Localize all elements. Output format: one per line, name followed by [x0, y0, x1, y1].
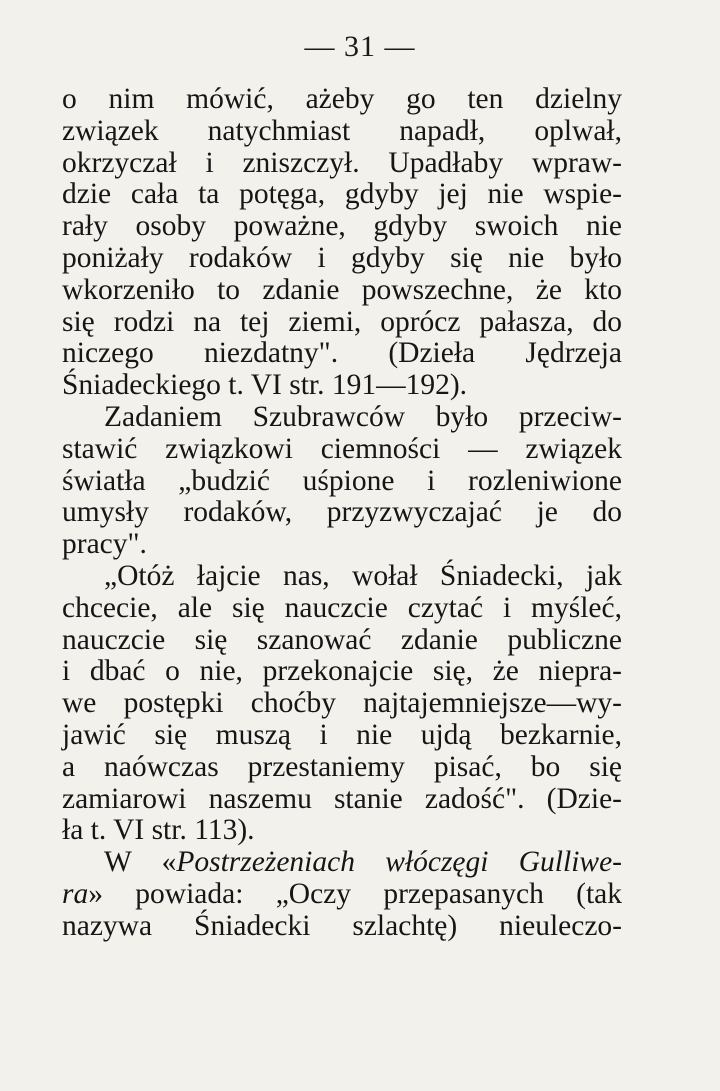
- text-line: nazywa Śniadecki szlachtę) nieuleczo-: [62, 909, 622, 942]
- text-line: [62, 879, 622, 911]
- text-line: pracy".: [62, 528, 147, 561]
- text-line: nauczcie się szanować zdanie publiczne: [62, 623, 622, 656]
- text-line: ła t. VI str. 113).: [62, 814, 255, 847]
- text-line: się rodzi na tej ziemi, oprócz pałasza, do: [62, 305, 622, 338]
- text-line: zamiarowi naszemu stanie zadość". (Dzie-: [62, 782, 622, 815]
- book-title-italic: Postrzeżeniach włóczęgi Gulliwe-: [176, 846, 622, 879]
- text-line: światła „budzić uśpione i rozleniwione: [62, 464, 622, 497]
- text-line: okrzyczał i zniszczył. Upadłaby wpraw-: [62, 146, 622, 179]
- text-line: wkorzeniło to zdanie powszechne, że kto: [62, 273, 622, 306]
- text-line: i dbać o nie, przekonajcie się, że niepra-: [62, 655, 622, 688]
- text-line: o nim mówić, ażeby go ten dzielny: [62, 83, 622, 115]
- text-line: Zadaniem Szubrawców było przeciw-: [104, 400, 622, 433]
- text-line: umysły rodaków, przyzwyczajać je do: [62, 496, 622, 529]
- text-line: Śniadeckiego t. VI str. 191—192).: [62, 369, 468, 402]
- text-line: stawić związkowi ciemności — związek: [62, 432, 622, 465]
- text-line: a naówczas przestaniemy pisać, bo się: [62, 750, 622, 783]
- text-line: związek natychmiast napadł, oplwał,: [62, 114, 622, 147]
- body-text: [62, 84, 622, 943]
- text-line: we postępki choćby najtajemniejsze—wy-: [62, 687, 622, 720]
- page-number: — 31 —: [304, 30, 416, 63]
- text-line: rały osoby poważne, gdyby swoich nie: [62, 210, 622, 243]
- text-line: jawić się muszą i nie ujdą bezkarnie,: [62, 718, 622, 751]
- text-line: „Otóż łajcie nas, wołał Śniadecki, jak: [104, 559, 622, 592]
- text-line: [62, 847, 622, 879]
- text-fragment: » powiada: „Oczy przepasanych (tak: [88, 877, 622, 910]
- text-line: dzie cała ta potęga, gdyby jej nie wspie-: [62, 178, 622, 211]
- text-fragment: W «: [104, 846, 177, 879]
- text-line: niczego niezdatny". (Dzieła Jędrzeja: [62, 337, 622, 370]
- text-line: chcecie, ale się nauczcie czytać i myśleć,: [62, 591, 622, 624]
- text-line: poniżały rodaków i gdyby się nie było: [62, 241, 622, 274]
- book-title-italic: ra: [62, 877, 89, 910]
